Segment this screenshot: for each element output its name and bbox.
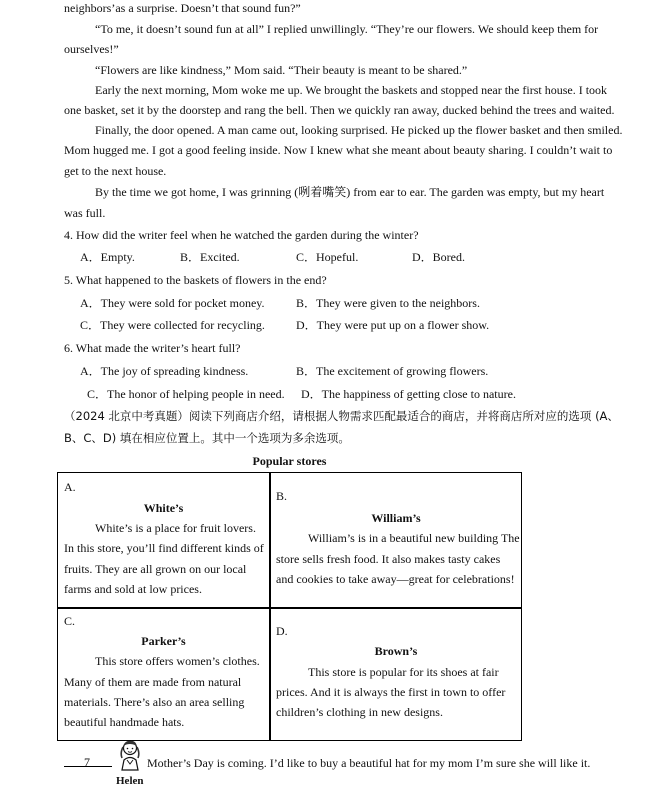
store-cell-a (58, 473, 269, 607)
question-4-option-a[interactable]: A．Empty. (80, 250, 135, 264)
question-6-option-b[interactable]: B．The excitement of growing flowers. (296, 364, 489, 378)
store-cell-c (58, 608, 269, 740)
passage-line: ourselves!” (64, 42, 119, 56)
question-4-stem: 4. How did the writer feel when he watched the garden during the winter? (64, 228, 419, 242)
question-7-number: 7 (84, 755, 90, 769)
question-4-option-b[interactable]: B．Excited. (180, 250, 240, 264)
passage-line: one basket, set it by the doorstep and rang the bell. Then we quickly ran away, ducked behind the trees and waited. (64, 103, 615, 117)
passage-line: Mom hugged me. I got a good feeling inside. Now I knew what she meant about beauty sharing. I couldn’t wait to (64, 143, 613, 157)
store-description: materials. There’s also an area selling (64, 695, 245, 709)
passage-line: Early the next morning, Mom woke me up. We brought the baskets and stopped near the first house. I took (95, 83, 608, 97)
instruction-line: （2024 北京中考真题）阅读下列商店介绍，请根据人物需求匹配最适合的商店，并将商店所对应的选项 (A、 (64, 409, 619, 423)
passage-line: By the time we got home, I was grinning (咧着嘴笑) from ear to ear. The garden was empty, but my heart (95, 185, 605, 199)
store-description: prices. And it is always the first in town to offer (276, 685, 506, 699)
question-5-option-d[interactable]: D．They were put up on a flower show. (296, 318, 490, 332)
question-6-stem: 6. What made the writer’s heart full? (64, 341, 241, 355)
store-description: store sells fresh food. It also makes tasty cakes (276, 552, 501, 566)
question-6-option-d[interactable]: D．The happiness of getting close to nature. (301, 387, 516, 401)
store-description: farms and sold at low prices. (64, 582, 202, 596)
store-name: Parker’s (141, 634, 186, 648)
store-description: beautiful handmade hats. (64, 715, 185, 729)
store-description: children’s clothing in new designs. (276, 705, 443, 719)
passage-line: “Flowers are like kindness,” Mom said. “Their beauty is meant to be shared.” (95, 63, 468, 77)
store-name: Brown’s (374, 644, 418, 658)
passage-line: was full. (64, 206, 106, 220)
store-letter: D. (276, 624, 288, 638)
instruction-line: B、C、D) 填在相应位置上。其中一个选项为多余选项。 (64, 431, 350, 445)
stores-table (57, 472, 522, 741)
passage-line: neighbors’as a surprise. Doesn’t that sound fun?” (64, 1, 301, 15)
question-4-option-c[interactable]: C．Hopeful. (296, 250, 359, 264)
question-4-option-d[interactable]: D．Bored. (412, 250, 465, 264)
store-description: and cookies to take away—great for celebrations! (276, 572, 515, 586)
store-description: This store offers women’s clothes. (95, 654, 260, 668)
passage-line: get to the next house. (64, 164, 167, 178)
question-6-option-a[interactable]: A．The joy of spreading kindness. (80, 364, 249, 378)
question-5-stem: 5. What happened to the baskets of flowers in the end? (64, 273, 327, 287)
store-cell-b (270, 473, 522, 607)
store-name: White’s (143, 501, 184, 515)
question-7-text: Mother’s Day is coming. I’d like to buy a beautiful hat for my mom I’m sure she will like it. (147, 756, 591, 770)
store-letter: C. (64, 614, 76, 628)
passage-line: “To me, it doesn’t sound fun at all” I replied unwillingly. “They’re our flowers. We should keep them for (95, 22, 599, 36)
store-name: William’s (371, 511, 421, 525)
passage-line: Finally, the door opened. A man came out, looking surprised. He picked up the flower basket and then smiled. (95, 123, 623, 137)
person-name: Helen (116, 775, 144, 787)
store-letter: A. (64, 480, 76, 494)
question-6-option-c[interactable]: C．The honor of helping people in need. (87, 387, 285, 401)
store-description: White’s is a place for fruit lovers. (95, 521, 256, 535)
store-description: In this store, you’ll find different kinds of (64, 541, 264, 555)
question-5-option-a[interactable]: A．They were sold for pocket money. (80, 296, 265, 310)
girl-avatar-icon (115, 739, 145, 774)
table-title: Popular stores (252, 454, 327, 468)
store-description: William’s is in a beautiful new building The (308, 531, 520, 545)
store-description: fruits. They are all grown on our local (64, 562, 247, 576)
store-description: This store is popular for its shoes at fair (308, 665, 499, 679)
store-cell-d (270, 608, 522, 740)
store-description: Many of them are made from natural (64, 675, 242, 689)
store-letter: B. (276, 489, 288, 503)
question-5-option-c[interactable]: C．They were collected for recycling. (80, 318, 265, 332)
question-5-option-b[interactable]: B．They were given to the neighbors. (296, 296, 480, 310)
